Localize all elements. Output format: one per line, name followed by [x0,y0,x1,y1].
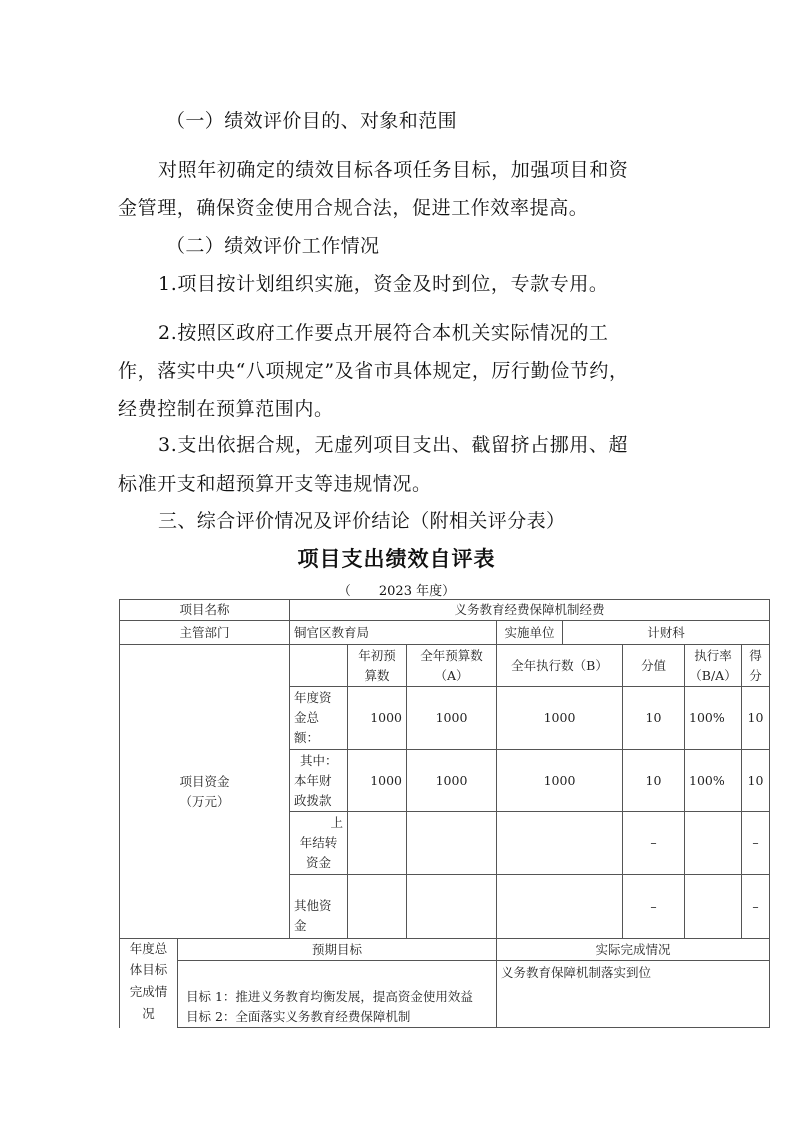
cell-score-value: 10 [623,687,685,750]
list-item-2-cont: 经费控制在预算范围内。 [118,398,334,420]
cell-annual-budget [407,875,497,939]
impl-unit-value: 计财科 [563,621,770,645]
header-text: 执行率 [694,647,732,663]
subsection-heading-2: （二）绩效评价工作情况 [166,235,380,257]
cell-annual-budget: 1000 [407,750,497,812]
goals-label-text: 年度总 [129,941,168,956]
row-label-text: 年度资 [294,690,332,705]
cell-annual-exec [497,875,623,939]
header-annual-exec: 全年执行数（B） [497,645,623,687]
goals-label-text: 体目标 [129,962,168,977]
row-label-text: 金总 [294,710,320,725]
cell-initial-budget [348,875,407,939]
row-label [290,812,348,875]
list-item-3-cont: 标准开支和超预算开支等违规情况。 [118,473,432,495]
cell-annual-exec: 1000 [497,750,623,812]
cell-exec-rate: 100% [685,687,742,750]
row-label-text: 政拨款 [294,792,332,808]
cell-initial-budget: 1000 [348,687,407,750]
cell-annual-budget [407,812,497,875]
header-text: （A） [434,667,469,683]
cell-score: – [742,812,770,875]
project-name-label: 项目名称 [120,600,290,621]
row-label-text: 其中： [300,752,338,768]
header-text: （B/A） [689,667,737,683]
header-blank [290,645,348,687]
cell-initial-budget [348,812,407,875]
row-label-text: 年结转 [299,835,338,850]
expected-goal-item: 目标 1：推进义务教育均衡发展，提高资金使用效益 [186,989,473,1004]
goals-label-text: 况 [142,1006,155,1021]
header-annual-budget [407,645,497,687]
subsection-heading-1: （一）绩效评价目的、对象和范围 [166,110,458,132]
dept-label: 主管部门 [120,621,290,645]
performance-evaluation-table [119,599,770,1028]
row-label [290,687,348,750]
table-row-project-name [120,600,770,621]
dept-value: 铜官区教育局 [290,621,497,645]
list-item-2-cont: 作，落实中央“八项规定”及省市具体规定，厉行勤俭节约， [118,360,629,382]
header-text: 全年预算数 [420,647,483,663]
paragraph-text: 金管理，确保资金使用合规合法，促进工作效率提高。 [118,197,589,219]
row-label-text: 其他资 [294,898,332,913]
expected-goals-header: 预期目标 [178,939,497,961]
cell-annual-exec [497,812,623,875]
row-label-text: 资金 [305,855,331,870]
year-line [0,580,793,599]
row-label-text: 额： [294,730,320,745]
header-text: 分 [749,667,762,683]
cell-exec-rate [685,875,742,939]
cell-annual-exec: 1000 [497,687,623,750]
header-score-value: 分值 [623,645,685,687]
year-suffix: 年度） [416,584,456,599]
paragraph-text: 对照年初确定的绩效目标各项任务目标，加强项目和资 [158,159,629,181]
list-item-3: 3.支出依据合规，无虚列项目支出、截留挤占挪用、超 [158,434,629,456]
row-label [290,875,348,939]
section-heading-3: 三、综合评价情况及评价结论（附相关评分表） [158,510,566,532]
funds-label-line2: （万元） [179,793,230,809]
goals-label [120,939,178,1028]
table-row-goals-header [120,939,770,961]
header-initial-budget [348,645,407,687]
cell-score-value: – [623,812,685,875]
row-label-text: 金 [294,918,307,933]
header-text: 得 [749,647,762,663]
row-label-text: 上 [330,815,343,830]
list-item-1: 1.项目按计划组织实施，资金及时到位，专款专用。 [158,273,609,295]
table-row-department [120,621,770,645]
expected-goal-item: 目标 2：全面落实义务教育经费保障机制 [186,1009,411,1024]
list-item-2: 2.按照区政府工作要点开展符合本机关实际情况的工 [158,322,609,344]
expected-goals-cell [178,961,497,1028]
cell-initial-budget: 1000 [348,750,407,812]
cell-score: – [742,875,770,939]
cell-exec-rate [685,812,742,875]
project-name-value: 义务教育经费保障机制经费 [290,600,770,621]
cell-annual-budget: 1000 [407,687,497,750]
table-title: 项目支出绩效自评表 [297,547,496,571]
funds-label [120,645,290,939]
actual-completion-cell: 义务教育保障机制落实到位 [497,961,770,1028]
goals-label-text: 完成情 [129,984,168,999]
impl-unit-label: 实施单位 [497,621,563,645]
row-label-text: 本年财 [294,772,332,788]
cell-score: 10 [742,750,770,812]
header-text: 算数 [364,667,390,683]
actual-completion-header: 实际完成情况 [497,939,770,961]
header-text: 年初预 [358,647,396,663]
year-open-paren: （ [337,584,351,599]
header-score [742,645,770,687]
header-exec-rate [685,645,742,687]
cell-score-value: – [623,875,685,939]
year-value: 2023 [378,584,412,599]
cell-score-value: 10 [623,750,685,812]
table-row-goals [120,961,770,1028]
row-label [290,750,348,812]
cell-exec-rate: 100% [685,750,742,812]
funds-label-line1: 项目资金 [179,773,230,789]
cell-score: 10 [742,687,770,750]
table-row-funds-header [120,645,770,687]
